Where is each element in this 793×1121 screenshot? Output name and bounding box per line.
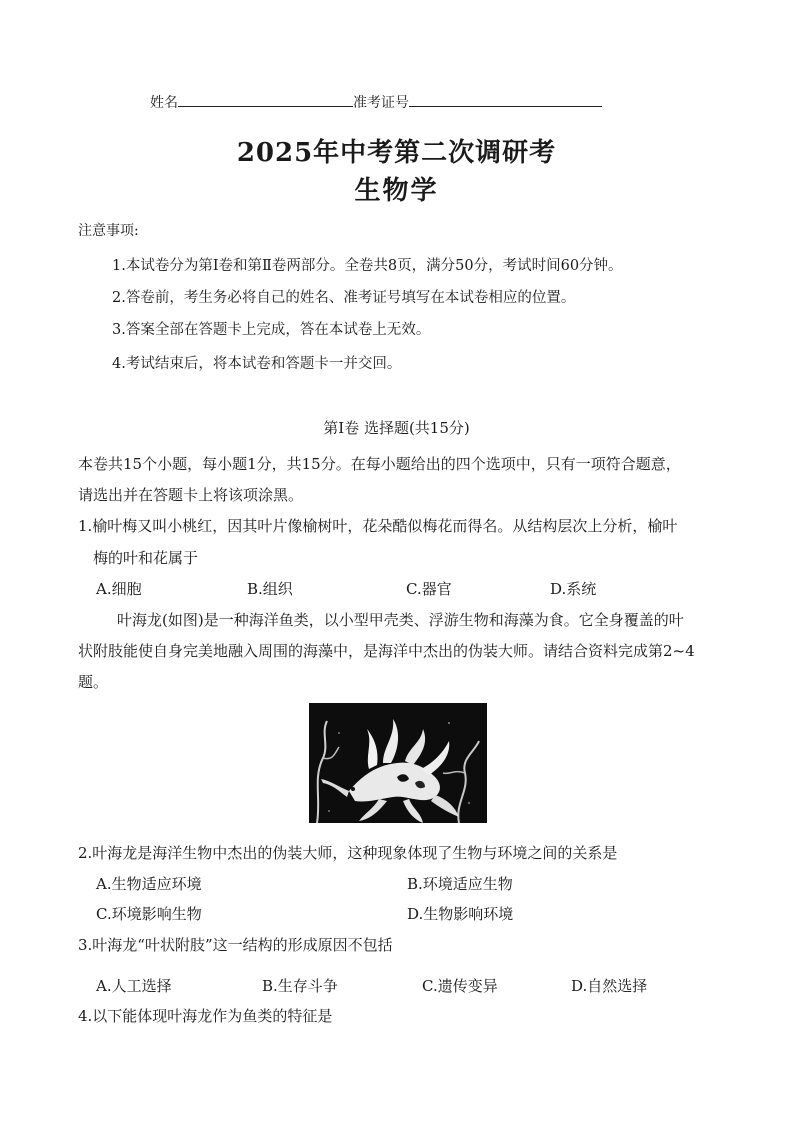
question-2-option-d: D.生物影响环境: [407, 905, 514, 923]
question-1-stem: 梅的叶和花属于: [93, 549, 199, 567]
candidate-info-row: [150, 92, 602, 112]
notice-item: 3.答案全部在答题卡上完成，答在本试卷上无效。: [112, 322, 431, 338]
notice-item: 4.考试结束后，将本试卷和答题卡一并交回。: [112, 356, 402, 372]
question-3-option-a: A.人工选择: [96, 977, 172, 995]
question-1-option-d: D.系统: [550, 580, 597, 598]
section-intro: 本卷共15个小题，每小题1分，共15分。在每小题给出的四个选项中，只有一项符合题意，: [78, 455, 681, 473]
name-label: 姓名: [150, 95, 178, 111]
exam-title: 2025年中考第二次调研考: [236, 138, 557, 168]
material-passage: 状附肢能使自身完美地融入周围的海藻中，是海洋中杰出的伪装大师。请结合资料完成第2~4: [78, 642, 695, 660]
question-1-option-c: C.器官: [406, 580, 452, 598]
question-3-option-c: C.遗传变异: [422, 977, 498, 995]
section-intro: 请选出并在答题卡上将该项涂黑。: [78, 486, 304, 504]
leafy-seadragon-image: [309, 703, 487, 823]
question-4-stem: 4.以下能体现叶海龙作为鱼类的特征是: [78, 1007, 333, 1025]
question-1-option-a: A.细胞: [96, 580, 142, 598]
question-2-option-c: C.环境影响生物: [96, 905, 202, 923]
notice-item: 1.本试卷分为第Ⅰ卷和第Ⅱ卷两部分。全卷共8页，满分50分，考试时间60分钟。: [112, 258, 623, 274]
question-3-option-d: D.自然选择: [571, 977, 648, 995]
section-heading: 第Ⅰ卷 选择题(共15分): [323, 419, 470, 437]
notice-heading: 注意事项:: [78, 223, 139, 239]
question-2-option-b: B.环境适应生物: [407, 875, 513, 893]
question-1-option-b: B.组织: [247, 580, 293, 598]
question-1-stem: 1.榆叶梅又叫小桃红，因其叶片像榆树叶，花朵酷似梅花而得名。从结构层次上分析，榆叶: [78, 517, 678, 535]
question-3-option-b: B.生存斗争: [262, 977, 338, 995]
question-2-option-a: A.生物适应环境: [96, 875, 202, 893]
notice-item: 2.答卷前，考生务必将自己的姓名、准考证号填写在本试卷相应的位置。: [112, 290, 576, 306]
name-blank: [178, 92, 353, 107]
material-passage: 题。: [78, 673, 109, 691]
id-label: 准考证号: [353, 95, 409, 111]
id-blank: [409, 92, 602, 107]
question-3-stem: 3.叶海龙“叶状附肢”这一结构的形成原因不包括: [78, 936, 393, 954]
subject-title: 生物学: [354, 176, 439, 206]
question-2-stem: 2.叶海龙是海洋生物中杰出的伪装大师，这种现象体现了生物与环境之间的关系是: [78, 844, 618, 862]
material-passage: 叶海龙(如图)是一种海洋鱼类，以小型甲壳类、浮游生物和海藻为食。它全身覆盖的叶: [117, 611, 684, 629]
